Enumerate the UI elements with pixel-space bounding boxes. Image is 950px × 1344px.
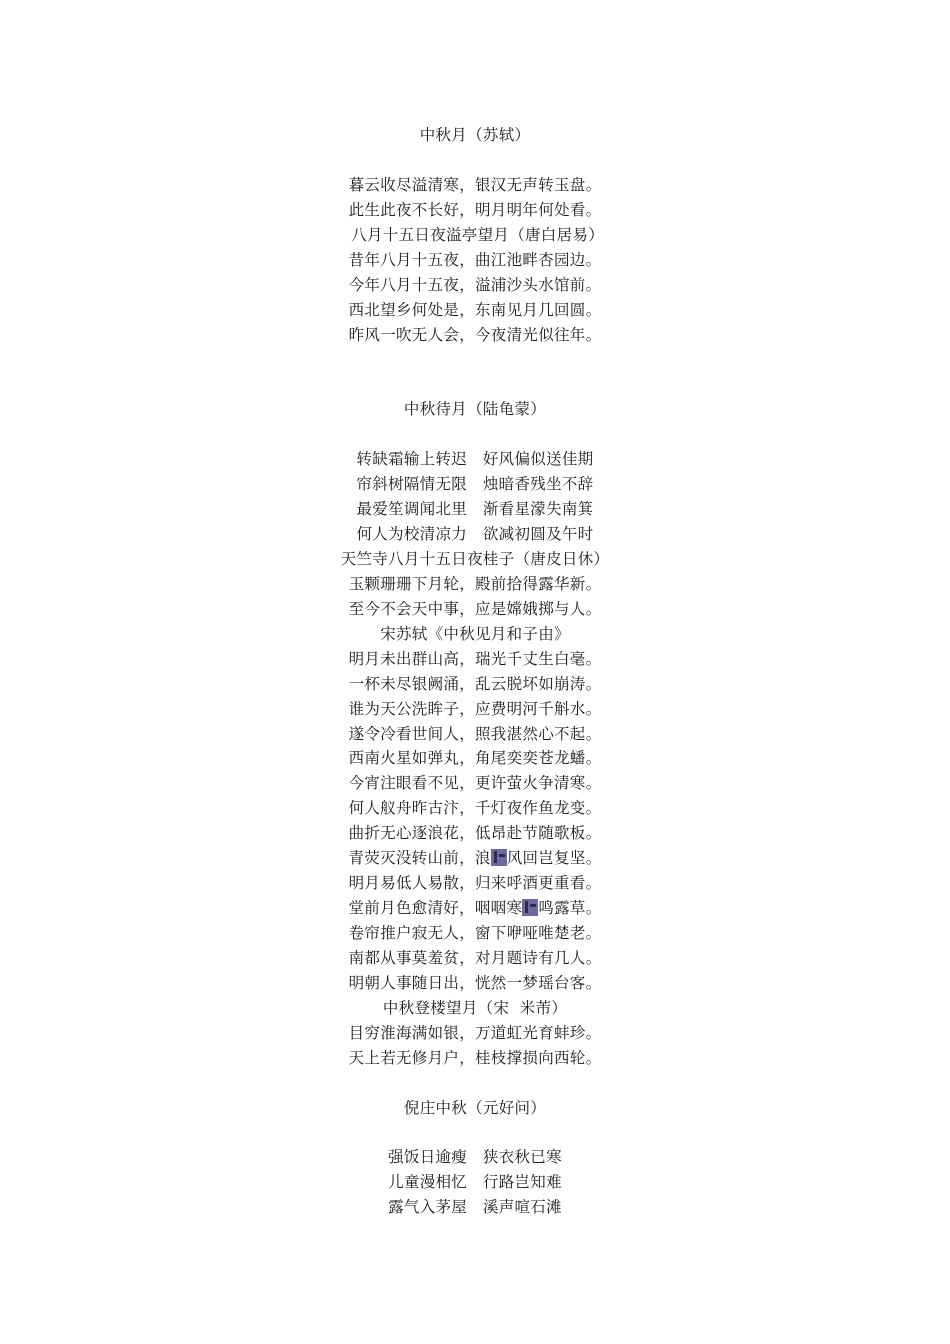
poem-line: 何人为校清凉力 欲减初圆及午时 [356, 525, 594, 543]
poem-line: 昨风一吹无人会，今夜清光似往年。 [348, 325, 602, 344]
poem-title: 倪庄中秋（元好问） [403, 1098, 547, 1117]
poem-line: 明朝人事随日出，恍然一梦瑶台客。 [348, 973, 602, 992]
poem-line: 玉颗珊珊下月轮，殿前拾得露华新。 [348, 574, 602, 593]
spacer [0, 1121, 950, 1146]
poem-text: 风回岂复坚。 [506, 849, 602, 868]
poem-line: 帘斜树隔情无限 烛暗香残坐不辞 [356, 475, 594, 494]
spacer [0, 148, 950, 173]
poem-title: 中秋月（苏轼） [419, 126, 531, 144]
poem-line: 西北望乡何处是，东南见月几回圆。 [348, 300, 602, 319]
poem-line: 暮云收尽溢清寒，银汉无声转玉盘。 [348, 175, 602, 194]
poem-line [0, 846, 950, 871]
spacer [0, 372, 950, 397]
missing-glyph-image [522, 899, 538, 916]
poem-line: 至今不会天中事，应是嫦娥掷与人。 [348, 599, 602, 618]
poem-line: 曲折无心逐浪花，低昂赴节随歌板。 [348, 824, 602, 843]
poem-line: 何人舣舟昨古汴，千灯夜作鱼龙变。 [348, 799, 602, 818]
poem-line: 卷帘推户寂无人，窗下咿哑唯楚老。 [348, 924, 602, 942]
spacer [0, 347, 950, 372]
poem-text: 鸣露草。 [538, 899, 602, 918]
poem-line: 露气入茅屋 溪声喧石滩 [388, 1198, 562, 1217]
poem-line: 转缺霜输上转迟 好风偏似送佳期 [356, 450, 594, 469]
poem-line: 最爱笙调闻北里 渐看星濛失南箕 [356, 500, 594, 519]
poem-line: 明月未出群山高，瑞光千丈生白毫。 [348, 649, 602, 668]
poem-line [0, 896, 950, 921]
poem-line: 昔年八月十五夜，曲江池畔杏园边。 [348, 250, 602, 269]
poem-line: 目穷淮海满如银，万道虹光育蚌珍。 [348, 1023, 602, 1042]
spacer [0, 422, 950, 447]
poem-line: 西南火星如弹丸，角尾奕奕苍龙蟠。 [348, 749, 602, 768]
poem-line: 天上若无修月户，桂枝撑损向西轮。 [348, 1048, 602, 1067]
poem-line: 此生此夜不长好，明月明年何处看。 [348, 200, 602, 219]
poem-line: 强饭日逾瘦 狭衣秋已寒 [388, 1148, 562, 1167]
poem-text: 青荧灭没转山前，浪 [348, 849, 491, 868]
poem-line: 中秋登楼望月（宋 米芾） [382, 998, 568, 1017]
poem-line: 南都从事莫羞贫，对月题诗有几人。 [348, 948, 602, 967]
missing-glyph-image [491, 849, 507, 866]
poem-line: 一杯未尽银阙涌，乱云脱坏如崩涛。 [348, 674, 602, 693]
poem-text: 堂前月色愈清好，咽咽寒 [348, 899, 523, 918]
poem-line: 今年八月十五夜，溢浦沙头水馆前。 [348, 275, 602, 294]
poem-line: 八月十五日夜溢亭望月（唐白居易） [345, 225, 605, 244]
poem-line: 谁为天公洗眸子，应费明河千斛水。 [348, 699, 602, 718]
poem-line: 明月易低人易散，归来呼酒更重看。 [348, 874, 602, 893]
poem-title: 中秋待月（陆龟蒙） [403, 400, 547, 419]
spacer [0, 1071, 950, 1096]
poem-line: 今宵注眼看不见，更许萤火争清寒。 [348, 774, 602, 793]
poem-line: 天竺寺八月十五日夜桂子（唐皮日休） [340, 549, 610, 568]
poem-line: 宋苏轼《中秋见月和子由》 [380, 624, 570, 643]
poem-line: 遂令冷看世间人，照我湛然心不起。 [348, 724, 602, 743]
poem-line: 儿童漫相忆 行路岂知难 [388, 1173, 562, 1192]
